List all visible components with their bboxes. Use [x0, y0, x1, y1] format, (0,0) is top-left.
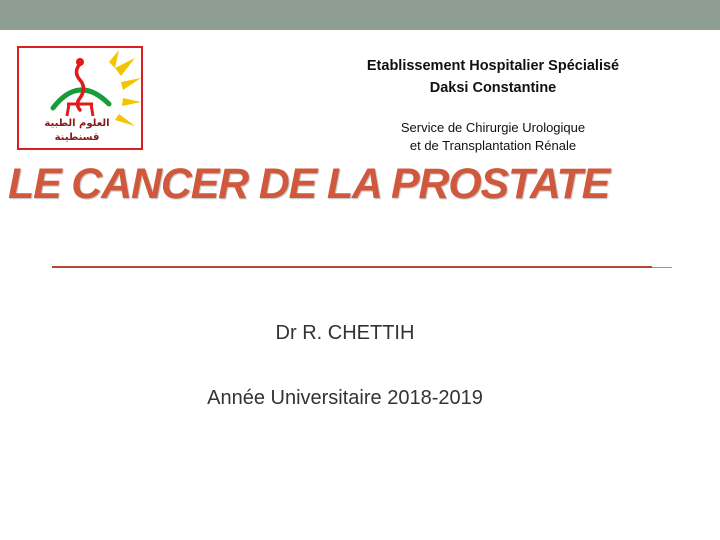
title-divider-tail [652, 267, 672, 268]
hospital-logo [17, 46, 143, 150]
author-name: Dr R. CHETTIH [275, 322, 415, 344]
logo-arabic-line1: العلوم الطبية [44, 118, 110, 129]
academic-year: Année Universitaire 2018-2019 [207, 387, 483, 409]
title-divider [52, 266, 652, 268]
service-line-2: et de Transplantation Rénale [409, 138, 577, 153]
institution-line-1: Etablissement Hospitalier Spécialisé [366, 58, 620, 74]
institution-line-2: Daksi Constantine [429, 80, 557, 96]
institution-name [300, 55, 686, 99]
service-line-1: Service de Chirurgie Urologique [400, 120, 586, 135]
top-banner [0, 0, 720, 30]
logo-arabic-line2: قسنطينة [54, 132, 100, 143]
service-name [300, 119, 686, 155]
slide-title: LE CANCER DE LA PROSTATE [8, 160, 610, 208]
